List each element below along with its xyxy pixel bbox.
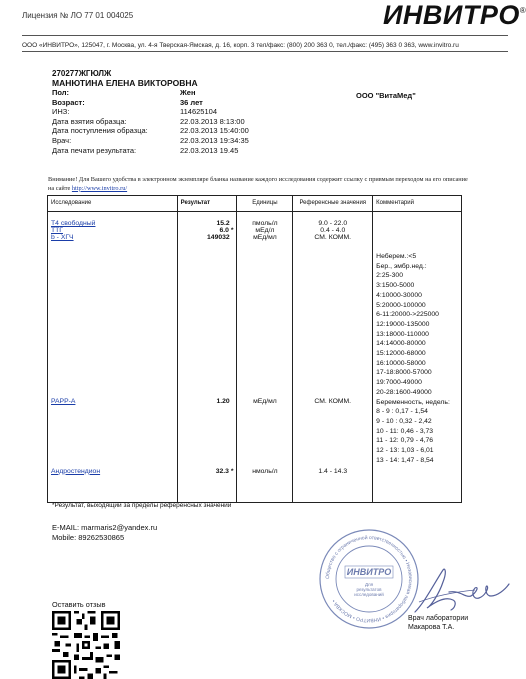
notice-text: Внимание! Для Вашего удобства в электронном экземпляре бланка название каждого исследования содержит ссылку с привмым переходом на его описание на сайте http://www.invitro.ru/	[48, 176, 468, 192]
field-value: 36 лет	[180, 97, 203, 107]
field-label: Дата поступления образца:	[52, 126, 148, 136]
reference-value: СМ. КОММ.	[293, 234, 373, 398]
table-row	[48, 398, 462, 468]
results-table	[47, 195, 462, 503]
comment-hcg: Неберем.:<5 Бер., эмбр.нед.: 2:25-300 3:1500-5000 4:10000-30000 5:20000-100000 6-11:20000->225000 12:19000-135000 13:18000-110000 14:14000-80000 15:12000-68000 16:10000-58000 17-18:8000-57000 19:7000-49000 20-28:1600-49000	[373, 234, 462, 398]
stamp-sub1: Для	[364, 582, 374, 587]
field-label: Пол:	[52, 88, 70, 97]
stamp-center: ИНВИТРО	[346, 567, 392, 577]
result-value: 15.2	[216, 220, 230, 227]
flag-mark: *	[230, 227, 234, 234]
test-link-pappa[interactable]: PAPP-A	[51, 397, 76, 405]
table-row	[48, 468, 462, 503]
unit-value: нмоль/л	[237, 468, 293, 503]
col-header-test: Исследование	[48, 196, 178, 212]
reference-value: 0.4 - 4.0	[293, 227, 373, 234]
feedback-label: Оставить отзыв	[52, 600, 106, 609]
license-number: Лицензия № ЛО 77 01 004025	[22, 11, 134, 20]
result-value: 149032	[207, 234, 230, 241]
field-label: Дата печати результата:	[52, 145, 137, 155]
invitro-link[interactable]: http://www.invitro.ru/	[71, 184, 128, 192]
reference-value: СМ. КОММ.	[293, 398, 373, 468]
field-value: 114625104	[180, 107, 217, 117]
patient-name: МАНЮТИНА ЕЛЕНА ВИКТОРОВНА	[52, 78, 198, 88]
reference-value: 9.0 - 22.0	[293, 220, 373, 227]
result-value: 1.20	[216, 397, 230, 405]
field-value: 22.03.2013 15:40:00	[180, 126, 249, 136]
doctor-signature	[405, 562, 515, 622]
organization-name: ООО "ВитаМед"	[356, 91, 416, 100]
contact-info	[52, 523, 157, 543]
doctor-title: Врач лаборатории	[408, 615, 469, 622]
field-value: 22.03.2013 19:34:35	[180, 135, 249, 145]
test-link-t4[interactable]: Т4 свободный	[51, 220, 96, 227]
field-label: Дата взятия образца:	[52, 116, 127, 126]
field-label: ИНЗ:	[52, 107, 70, 117]
header-divider	[22, 35, 508, 36]
stamp-sub3: исследований	[354, 592, 384, 597]
unit-value: мЕд/мл	[237, 234, 293, 398]
reference-value: 1.4 - 14.3	[293, 468, 373, 503]
contact-email: E-MAIL: marmaris2@yandex.ru	[52, 523, 158, 532]
field-label: Возраст:	[52, 97, 85, 107]
doctor-block	[408, 614, 468, 632]
company-address: ООО «ИНВИТРО», 125047, г. Москва, ул. 4-я Тверская-Ямская, д. 16, корп. 3 тел/факс: (800) 200 363 0, тел./факс: (495) 363 0 363, www.invitro.ru	[22, 42, 459, 49]
flag-mark: *	[230, 467, 234, 475]
result-value: 32.3	[215, 467, 229, 475]
col-header-units: Единицы	[237, 196, 293, 212]
patient-info	[52, 88, 300, 155]
doctor-name: Макарова Т.А.	[408, 624, 455, 631]
footnote: *Результат, выходящий за пределы референсных значений	[52, 502, 232, 509]
test-link-androstenedione[interactable]: Андростендион	[51, 467, 101, 475]
col-header-comment: Комментарий	[373, 196, 462, 212]
stamp-ring-text: Общество с ограниченной ответственностью • Независимая лаборатория • ИНВИТРО • МОСКВА •	[324, 534, 414, 624]
stamp-sub2: результатов	[356, 587, 382, 592]
invitro-logo: ИНВИТРО®	[383, 0, 526, 30]
patient-id: 270277ЖГЮЛЖ	[52, 69, 112, 78]
comment-pappa: Беременность, недель: 8 - 9 : 0,17 - 1,54 9 - 10 : 0,32 - 2,42 10 - 11: 0,46 - 3,73 11 - 12: 0,79 - 4,76 12 - 13: 1,03 - 6,01 13 - 14: 1,47 - 8,54	[373, 398, 462, 468]
address-divider	[22, 51, 508, 52]
table-row	[48, 227, 462, 234]
test-link-hcg[interactable]: b - ХГЧ	[51, 234, 74, 241]
qr-code[interactable]	[52, 611, 120, 679]
unit-value: мЕд/мл	[237, 398, 293, 468]
field-value: 22.03.2013 8:13:00	[180, 116, 245, 126]
result-value: 6.0	[219, 227, 229, 234]
col-header-result: Результат	[177, 196, 237, 212]
table-row	[48, 234, 462, 398]
contact-mobile: Mobile: 89262530865	[52, 533, 125, 542]
unit-value: пмоль/л	[237, 220, 293, 227]
field-label: Врач:	[52, 135, 72, 145]
unit-value: мЕд/л	[237, 227, 293, 234]
col-header-reference: Референсные значения	[293, 196, 373, 212]
test-link-tsh[interactable]: ТТГ	[51, 227, 63, 234]
table-row	[48, 220, 462, 227]
field-value: Жен	[180, 88, 196, 97]
field-value: 22.03.2013 19.45	[180, 145, 239, 155]
